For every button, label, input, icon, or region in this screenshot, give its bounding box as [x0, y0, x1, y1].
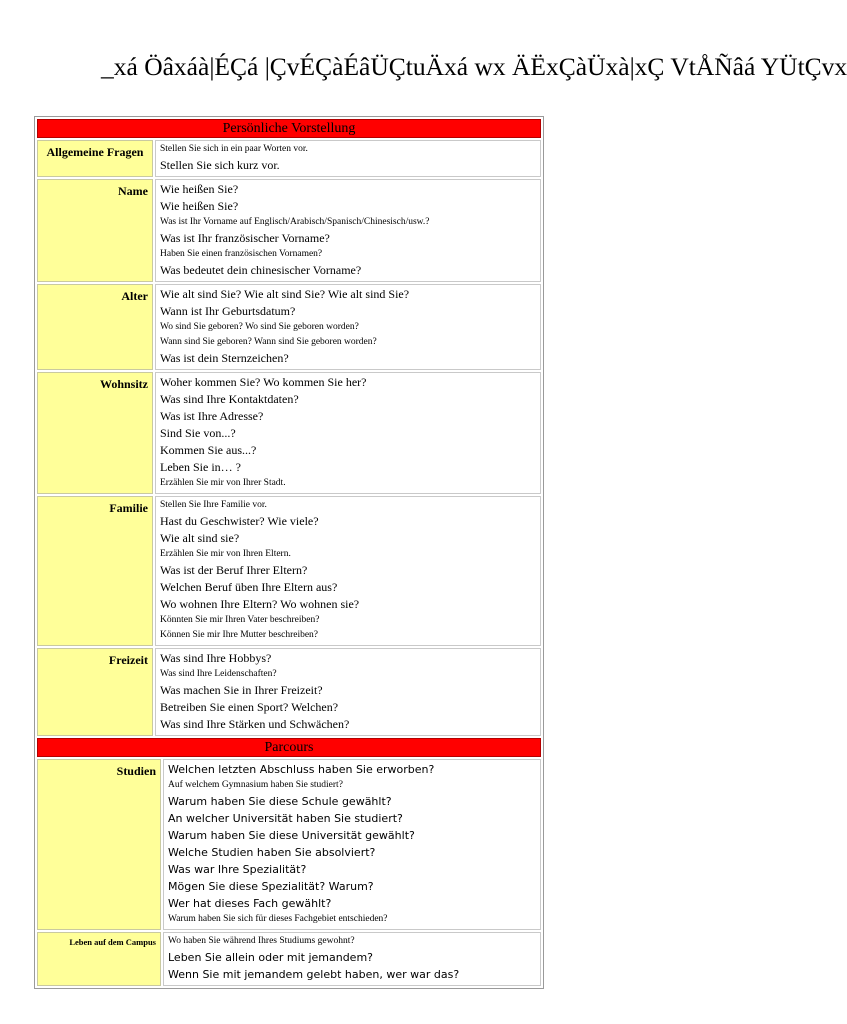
question-list [163, 932, 541, 986]
question-item: Leben Sie in… ? [160, 460, 241, 474]
question-item: Betreiben Sie einen Sport? Welchen? [160, 700, 339, 714]
question-item: Warum haben Sie diese Schule gewählt? [168, 795, 392, 808]
section-header: Persönliche Vorstellung [37, 119, 541, 138]
question-list [155, 372, 541, 494]
table-row [37, 179, 541, 282]
question-item: Was machen Sie in Ihrer Freizeit? [160, 683, 323, 697]
question-item: Was war Ihre Spezialität? [168, 863, 307, 876]
category-label: Wohnsitz [37, 372, 153, 494]
category-label: Allgemeine Fragen [37, 140, 153, 177]
question-item: Stellen Sie sich kurz vor. [160, 158, 280, 172]
question-item: An welcher Universität haben Sie studiert? [168, 812, 403, 825]
question-item: Könnten Sie mir Ihren Vater beschreiben? [160, 615, 320, 625]
table-row [37, 496, 541, 646]
question-item: Wenn Sie mit jemandem gelebt haben, wer war das? [168, 968, 460, 981]
question-item: Leben Sie allein oder mit jemandem? [168, 951, 374, 964]
category-label: Alter [37, 284, 153, 370]
question-item: Was bedeutet dein chinesischer Vorname? [160, 263, 362, 277]
section-header: Parcours [37, 738, 541, 757]
category-label: Leben auf dem Campus [37, 932, 161, 986]
question-item: Woher kommen Sie? Wo kommen Sie her? [160, 375, 367, 389]
question-item: Was sind Ihre Kontaktdaten? [160, 392, 299, 406]
question-item: Stellen Sie sich in ein paar Worten vor. [160, 144, 308, 154]
question-item: Wie alt sind Sie? Wie alt sind Sie? Wie alt sind Sie? [160, 287, 410, 301]
table-row [37, 932, 541, 986]
question-list [155, 140, 541, 177]
question-list [155, 648, 541, 736]
question-item: Kommen Sie aus...? [160, 443, 257, 457]
question-item: Was ist der Beruf Ihrer Eltern? [160, 563, 308, 577]
question-item: Warum haben Sie sich für dieses Fachgebiet entschieden? [168, 914, 388, 924]
question-item: Was sind Ihre Hobbys? [160, 651, 272, 665]
question-item: Was ist Ihr Vorname auf Englisch/Arabisch/Spanisch/Chinesisch/usw.? [160, 217, 430, 227]
question-item: Welchen letzten Abschluss haben Sie erworben? [168, 763, 435, 776]
question-item: Was sind Ihre Stärken und Schwächen? [160, 717, 350, 731]
question-table [34, 116, 544, 989]
question-item: Wie heißen Sie? [160, 199, 239, 213]
table-row [37, 140, 541, 177]
question-item: Stellen Sie Ihre Familie vor. [160, 500, 267, 510]
table-row [37, 759, 541, 930]
question-item: Warum haben Sie diese Universität gewählt? [168, 829, 415, 842]
question-item: Können Sie mir Ihre Mutter beschreiben? [160, 630, 319, 640]
question-item: Welche Studien haben Sie absolviert? [168, 846, 376, 859]
page-title: _xá Öâxáà|ÉÇá |ÇvÉÇàÉâÜÇtuÄxá wx ÄËxÇàÜxà|xÇ VtÅÑâá YÜtÇvx [101, 52, 847, 81]
category-label: Familie [37, 496, 153, 646]
question-item: Wo haben Sie während Ihres Studiums gewohnt? [168, 936, 355, 946]
question-item: Wie heißen Sie? [160, 182, 239, 196]
question-list [155, 179, 541, 282]
question-list [155, 284, 541, 370]
question-item: Welchen Beruf üben Ihre Eltern aus? [160, 580, 338, 594]
question-item: Was ist Ihr französischer Vorname? [160, 231, 330, 245]
table-row [37, 284, 541, 370]
question-item: Wie alt sind sie? [160, 531, 240, 545]
question-list [163, 759, 541, 930]
question-item: Erzählen Sie mir von Ihren Eltern. [160, 549, 291, 559]
question-list [155, 496, 541, 646]
question-item: Sind Sie von...? [160, 426, 236, 440]
table-row [37, 372, 541, 494]
question-item: Wann ist Ihr Geburtsdatum? [160, 304, 296, 318]
table-row [37, 648, 541, 736]
question-item: Wo wohnen Ihre Eltern? Wo wohnen sie? [160, 597, 360, 611]
question-item: Haben Sie einen französischen Vornamen? [160, 249, 323, 259]
question-item: Mögen Sie diese Spezialität? Warum? [168, 880, 374, 893]
question-item: Was ist dein Sternzeichen? [160, 351, 289, 365]
question-item: Was ist Ihre Adresse? [160, 409, 264, 423]
question-item: Wer hat dieses Fach gewählt? [168, 897, 332, 910]
question-item: Wo sind Sie geboren? Wo sind Sie geboren worden? [160, 322, 359, 332]
question-item: Wann sind Sie geboren? Wann sind Sie geboren worden? [160, 337, 377, 347]
category-label: Name [37, 179, 153, 282]
category-label: Studien [37, 759, 161, 930]
question-item: Erzählen Sie mir von Ihrer Stadt. [160, 478, 286, 488]
question-item: Auf welchem Gymnasium haben Sie studiert? [168, 780, 343, 790]
question-item: Hast du Geschwister? Wie viele? [160, 514, 319, 528]
category-label: Freizeit [37, 648, 153, 736]
question-item: Was sind Ihre Leidenschaften? [160, 669, 277, 679]
